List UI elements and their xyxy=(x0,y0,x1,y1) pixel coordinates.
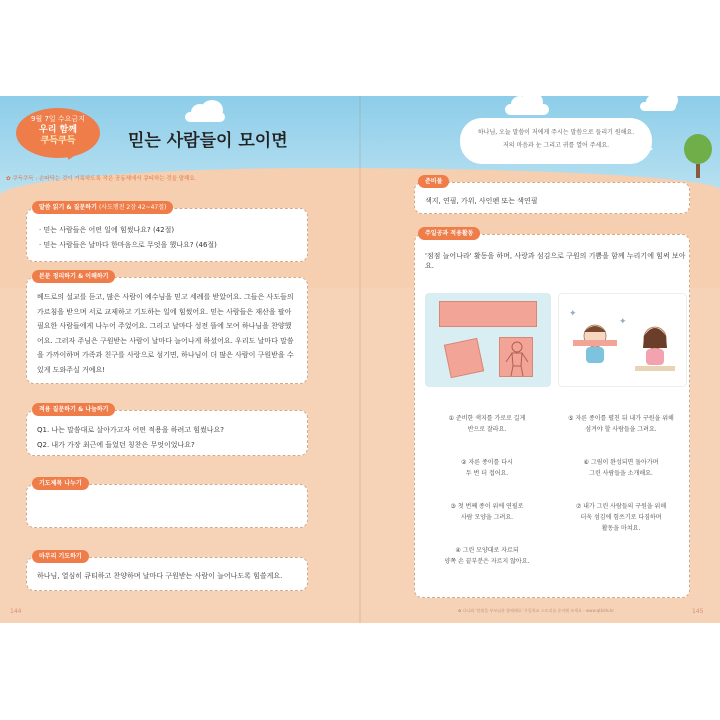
list-item: · 믿는 사람들은 날마다 한마음으로 무엇을 했나요? (46절) xyxy=(39,241,217,249)
paper-sheet xyxy=(444,338,484,378)
list-item: Q2. 내가 가장 최근에 들었던 칭찬은 무엇이었나요? xyxy=(37,441,195,449)
badge-subtitle: 쿠득쿠득 xyxy=(40,136,76,146)
person-outline-icon xyxy=(500,338,534,378)
footnote: ✿ 다니와 '말씀을 부모님과 함께해요' 주일학교 스토리를 준비해 보세요 - www.qtkids.kr xyxy=(458,608,615,613)
page-number-right: 145 xyxy=(692,608,704,615)
speech-line: 저의 마음과 눈 그리고 귀를 열어 주세요. xyxy=(502,142,610,149)
section-tag: 준비물 xyxy=(418,175,449,188)
section-tag: 적용 질문하기 & 나눔하기 xyxy=(32,403,115,416)
intro-note: ✿ 쿠득쿠득 : 손따닥는 것이 거룩하도록 작은 공동체에서 큐티하는 것을 말해요. xyxy=(6,176,197,182)
date-badge xyxy=(16,108,100,158)
list-item: · 믿는 사람들은 어떤 일에 힘썼나요? (42절) xyxy=(39,226,175,234)
badge-date: 9월 7일 수요금지 xyxy=(31,115,85,123)
scripture-reference: (사도행전 2장 42~47절) xyxy=(98,204,167,211)
section-tag: 기도제목 나누기 xyxy=(32,477,89,490)
speech-line: 하나님, 오늘 말씀이 저에게 주시는 말씀으로 들리기 원해요. xyxy=(477,129,635,136)
prayer-requests-card xyxy=(26,484,308,528)
badge-title: 우리 함께 xyxy=(39,125,77,135)
activity-card xyxy=(414,234,690,598)
folded-paper-strip xyxy=(439,301,537,327)
list-item: Q1. 나는 말씀대로 살아가고자 어떤 적용을 하려고 힘썼나요? xyxy=(37,426,225,434)
materials-card xyxy=(414,182,690,214)
page-title: 믿는 사람들이 모이면 xyxy=(128,131,288,151)
application-questions-card xyxy=(26,410,308,456)
page-spine xyxy=(359,96,361,623)
section-tag: 주일공과 적용활동 xyxy=(418,227,480,240)
activity-step: ⑥ 그림이 완성되면 돌아가며 그린 사람들을 소개해요. xyxy=(583,459,659,477)
summary-text: 베드로의 설교를 듣고, 많은 사람이 예수님을 믿고 세례를 받았어요. 그들은 사도들의 가르침을 받으며 서로 교제하고 기도하는 일에 힘썼어요. 믿는 사람들은 재산을 팔아 필요한 사람들에게 나누어 주었어요. 그리고 날마다 성전 뜰에 모여 하나님을 찬양했어요. 그러자 주님은 구원받는 사람이 날마다 늘어나게 하셨어요. 우리도 날마다 말씀을 가까이하며 가족과 친구를 사랑으로 섬기면, 하나님이 더 많은 사람이 구원받을 수 있게 도와주실 거예요! xyxy=(37,293,294,374)
tree-icon xyxy=(684,134,712,178)
cloud-icon xyxy=(505,104,549,115)
svg-text:✦: ✦ xyxy=(619,317,627,327)
question-list xyxy=(39,223,217,253)
section-tag: 마무리 기도하기 xyxy=(32,550,89,563)
section-tag xyxy=(32,201,173,214)
activity-intro: '점점 늘어나라' 활동을 하며, 사랑과 섬김으로 구원의 기쁨을 함께 누리기에 힘써 보아요. xyxy=(425,252,686,270)
cloud-icon xyxy=(640,102,676,111)
activity-step: ④ 그린 모양대로 자르되 양쪽 손 끝부분은 자르지 않아요. xyxy=(444,547,530,565)
summary-card xyxy=(26,277,308,384)
reading-questions-card xyxy=(26,208,308,262)
activity-step: ⑦ 내가 그린 사람들의 구원을 위해 더욱 섬김에 힘쓰기로 다짐하며 활동을 마쳐요. xyxy=(575,503,667,532)
prayer-speech-bubble xyxy=(460,118,652,164)
section-tag: 본문 정리하기 & 이해하기 xyxy=(32,270,115,283)
children-drawing-icon xyxy=(559,294,688,388)
book-spread xyxy=(0,96,720,623)
children-activity-illustration xyxy=(558,293,687,387)
closing-prayer-text: 하나님, 열심히 큐티하고 찬양하며 날마다 구원받는 사람이 늘어나도록 힘쓸게요. xyxy=(37,572,283,580)
paper-person-cutout xyxy=(499,337,533,377)
activity-step: ② 자른 종이를 다시 두 번 더 접어요. xyxy=(461,459,513,477)
activity-step: ① 준비한 색지를 가로로 길게 반으로 잘라요. xyxy=(448,415,526,433)
svg-text:✦: ✦ xyxy=(569,309,577,319)
activity-step: ③ 첫 번째 종이 위에 연필로 사람 모양을 그려요. xyxy=(450,503,524,521)
activity-step: ⑤ 자른 종이를 펼친 뒤 내가 구원을 위해 섬겨야 할 사람들을 그려요. xyxy=(568,415,674,433)
materials-text: 색지, 연필, 가위, 사인펜 또는 색연필 xyxy=(425,197,538,205)
page-number-left: 144 xyxy=(10,608,22,615)
craft-paper-illustration xyxy=(425,293,551,387)
section-tag-label: 말씀 읽기 & 질문하기 xyxy=(39,204,97,211)
cloud-icon xyxy=(185,112,225,122)
application-question-list xyxy=(37,423,224,453)
